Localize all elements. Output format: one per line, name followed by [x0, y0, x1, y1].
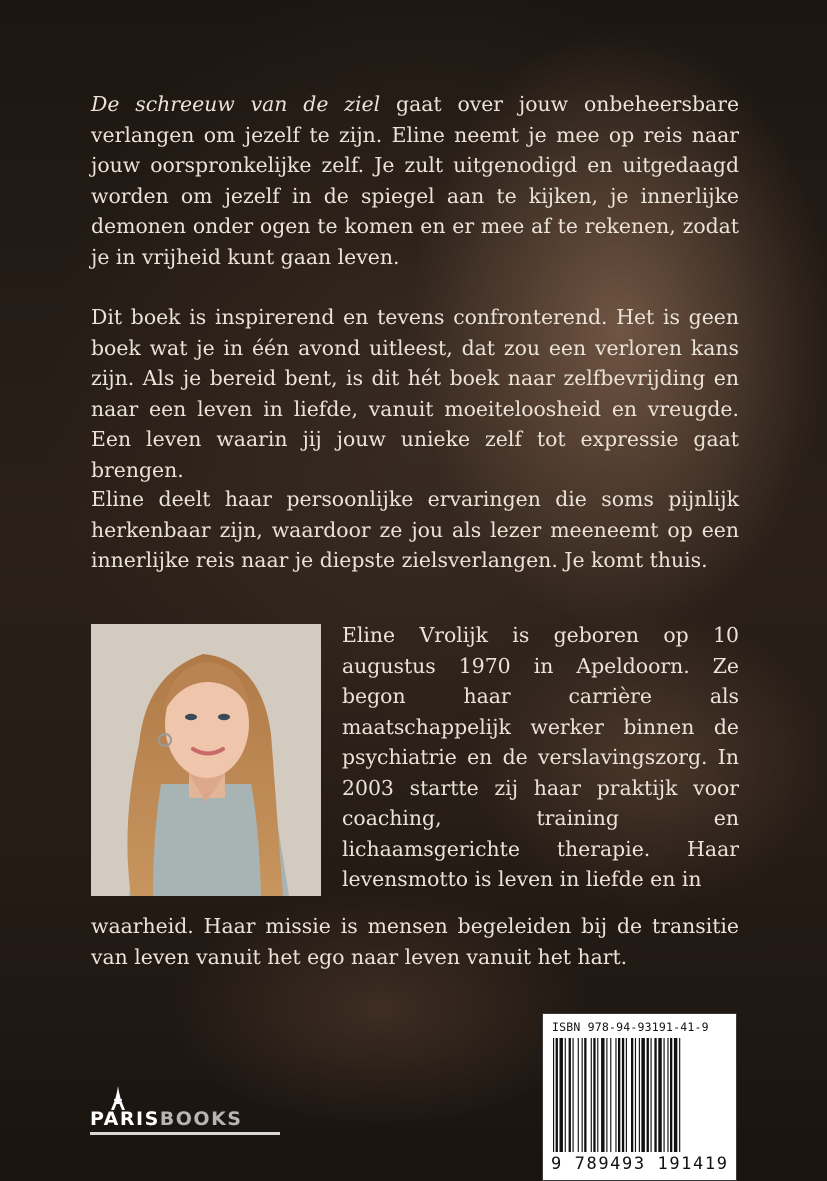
author-bio-below-photo: waarheid. Haar missie is mensen begeleiden bij de transitie van leven vanuit het ego naar leven vanuit het hart.: [91, 914, 739, 969]
isbn-label: ISBN 978-94-93191-41-9: [552, 1020, 709, 1034]
publisher-wordmark: [90, 1108, 242, 1130]
isbn-barcode: [542, 1013, 737, 1181]
eiffel-tower-icon: [110, 1086, 126, 1110]
barcode-bars: [553, 1038, 729, 1152]
logo-underline: [90, 1132, 280, 1135]
publisher-logo: [90, 1086, 282, 1140]
barcode-digits: 9 789493 191419: [551, 1154, 729, 1174]
author-photo: [91, 624, 321, 896]
author-bio-beside-photo: Eline Vrolijk is geboren op 10 augustus 1970 in Apeldoorn. Ze begon haar carrière als maatschappelijk werker binnen de psychiatrie en de verslavingszorg. In 2003 startte zij haar praktijk voor coaching, training en lichaamsgerichte therapie. Haar levensmotto is leven in liefde en in: [342, 623, 739, 891]
book-title-italic: De schreeuw van de ziel: [91, 92, 381, 116]
blurb-paragraph-3: Eline deelt haar persoonlijke ervaringen die soms pijnlijk herkenbaar zijn, waardoor ze jou als lezer meeneemt op een innerlijke reis naar je diepste zielsverlangen. Je komt thuis.: [91, 487, 739, 572]
publisher-name-part-1: PARIS: [90, 1108, 160, 1130]
publisher-name-part-2: BOOKS: [159, 1108, 243, 1130]
blurb-paragraph-1: [91, 89, 739, 272]
blurb-paragraph-2: Dit boek is inspirerend en tevens confronterend. Het is geen boek wat je in één avond uitleest, dat zou een verloren kans zijn. Als je bereid bent, is dit hét boek naar zelfbevrijding en naar een leven in liefde, vanuit moeiteloosheid en vreugde. Een leven waarin jij jouw unieke zelf tot expressie gaat brengen.: [91, 305, 739, 482]
blurb-paragraph-1-text: gaat over jouw onbeheersbare verlangen om jezelf te zijn. Eline neemt je mee op reis naar jouw oorspronkelijke zelf. Je zult uitgenodigd en uitgedaagd worden om jezelf in de spiegel aan te kijken, je innerlijke demonen onder ogen te komen en er mee af te rekenen, zodat je in vrijheid kunt gaan leven.: [91, 92, 740, 269]
